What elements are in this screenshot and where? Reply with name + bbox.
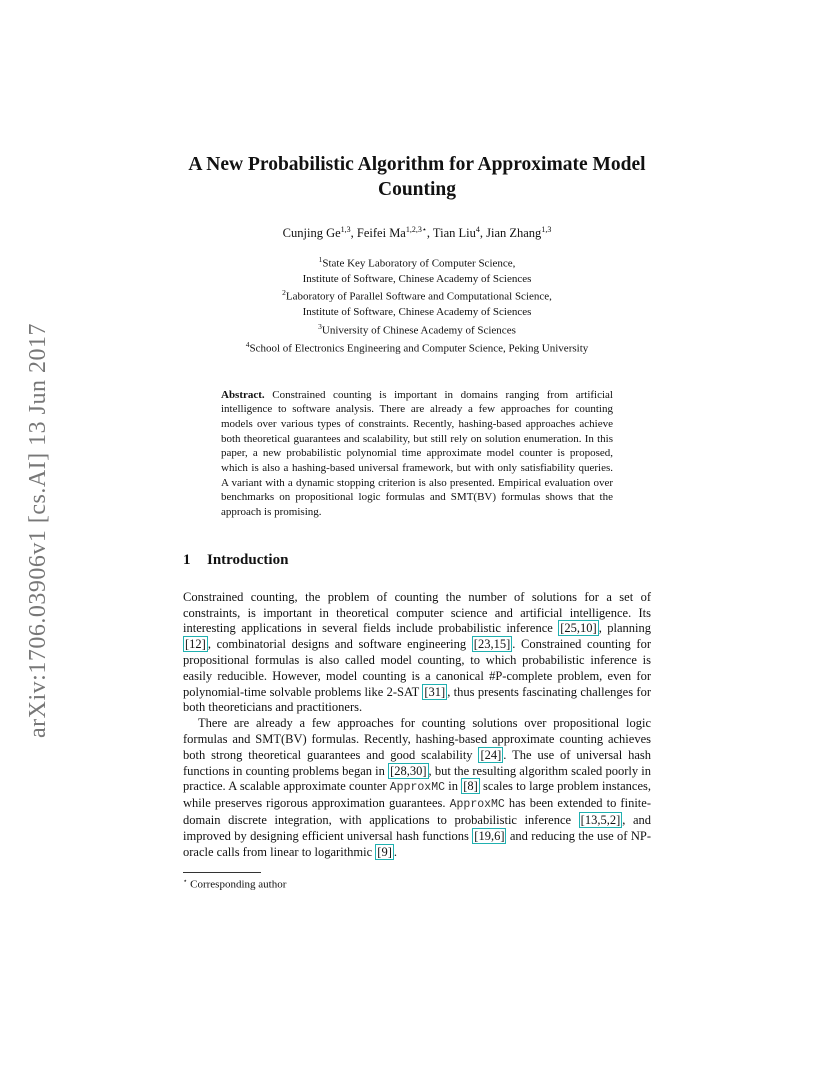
- footnote-mark: ⋆: [183, 877, 188, 886]
- author-list: Cunjing Ge$^{1,3}$, Feifei $Ma^{1,2,3⋆}$, Tian Liu$^4$, Jian Zhang$^{1,3}$: [282, 225, 552, 241]
- section-heading: [183, 552, 651, 569]
- arxiv-stamp: [18, 300, 58, 760]
- author: Tian Liu: [432, 226, 476, 241]
- affiliation-list: [183, 253, 651, 356]
- intro-paragraph-1: Constrained counting, the problem of counting the number of solutions for a set of constraints, is important in theoretical computer science and artificial intelligence. Its interesting applications in several fields include probabilistic inference [25,10] , planning [12] , combinatorial designs and software engineering [23,15] . Constrained counting for propositional formulas is also called model counting, to which probabilistic inference is easily reducible. However, model counting is a canonical #P-complete problem, even for polynomial-time solvable problems like 2-SAT [31] , thus presents fascinating challenges for both theoreticians and practitioners.: [183, 589, 652, 715]
- citation-link[interactable]: [13,5,2]: [580, 813, 621, 828]
- abstract-text: Constrained counting is important in domains ranging from artificial intelligence to software analysis. There are already a few approaches for counting models over various types of constraints. Recently, hashing-based approaches achieve both theoretical guarantees and scalability, but still rely on solution enumeration. In this paper, a new probabilistic polynomial time approximate model counter is proposed, which is also a hashing-based universal framework, but with only satisfiability queries. A variant with a dynamic stopping criterion is also presented. Empirical evaluation over benchmarks on propositional logic formulas and SMT(BV) formulas shows that the approach is promising.: [221, 388, 613, 519]
- intro-paragraph-2: There are already a few approaches for counting solutions over propositional logic formulas and SMT(BV) formulas. Recently, hashing-based approximate counting achieves both strong theoretical guarantees and good scalability [24] . The use of universal hash functions in counting problems began in [28,30] , but the resulting algorithm scaled poorly in practice. A scalable approximate counter ApproxMC in [8] scales to large problem instances, while preserves rigorous approximation guarantees. ApproxMC has been extended to finite-domain discrete integration, with applications to probabilistic inference [13,5,2] , and improved by designing efficient universal hash functions [19,6] and reducing the use of NP-oracle calls from linear to logarithmic [9] .: [183, 716, 651, 859]
- abstract: [221, 388, 613, 520]
- citation-link[interactable]: [31]: [424, 684, 446, 699]
- arxiv-id: arXiv:1706.03906v1 [cs.AI] 13 Jun 2017: [24, 322, 51, 738]
- abstract-label: Abstract.: [221, 388, 265, 401]
- affiliation: $^3$University of Chinese Academy of Sciences: [318, 321, 516, 337]
- affiliation: $^4$School of Electronics Engineering and Computer Science, Peking University: [245, 340, 589, 355]
- citation-link[interactable]: [12]: [185, 637, 206, 652]
- affiliation: $^1$State Key Laboratory of Computer Science,: [318, 255, 516, 270]
- author-sup: 4: [475, 225, 480, 234]
- paper-title: A New Probabilistic Algorithm for Approximate Model Counting: [188, 154, 646, 200]
- author: Feifei Ma: [356, 226, 406, 241]
- affiliation-line: Institute of Software, Chinese Academy of Sciences: [302, 272, 532, 285]
- affiliation-line: Institute of Software, Chinese Academy of Sciences: [302, 305, 532, 318]
- citation-link[interactable]: [9]: [377, 844, 392, 859]
- footnote-text: Corresponding author: [190, 879, 287, 892]
- footnote-divider: [183, 872, 261, 873]
- author-sup: 1,3: [340, 225, 351, 234]
- author-sup: 1,3: [541, 225, 552, 234]
- citation-link[interactable]: [19,6]: [474, 828, 505, 843]
- citation-link[interactable]: [24]: [480, 747, 502, 762]
- tool-name: ApproxMC: [389, 781, 445, 795]
- citation-link[interactable]: [8]: [463, 779, 478, 794]
- section-title: Introduction: [207, 551, 289, 568]
- author: Cunjing Ge: [282, 226, 341, 241]
- tool-name: ApproxMC: [449, 798, 505, 812]
- citation-link[interactable]: [28,30]: [390, 763, 427, 778]
- author: Jian Zhang: [486, 226, 542, 241]
- affiliation: $^2$Laboratory of Parallel Software and Computational Science,: [282, 288, 552, 304]
- citation-link[interactable]: [25,10]: [560, 621, 597, 636]
- citation-link[interactable]: [23,15]: [473, 637, 511, 652]
- paper-page: [183, 150, 651, 891]
- author-sup: 1,2,3⋆: [405, 225, 427, 234]
- section-number: 1: [183, 551, 191, 568]
- footnote: [183, 877, 651, 891]
